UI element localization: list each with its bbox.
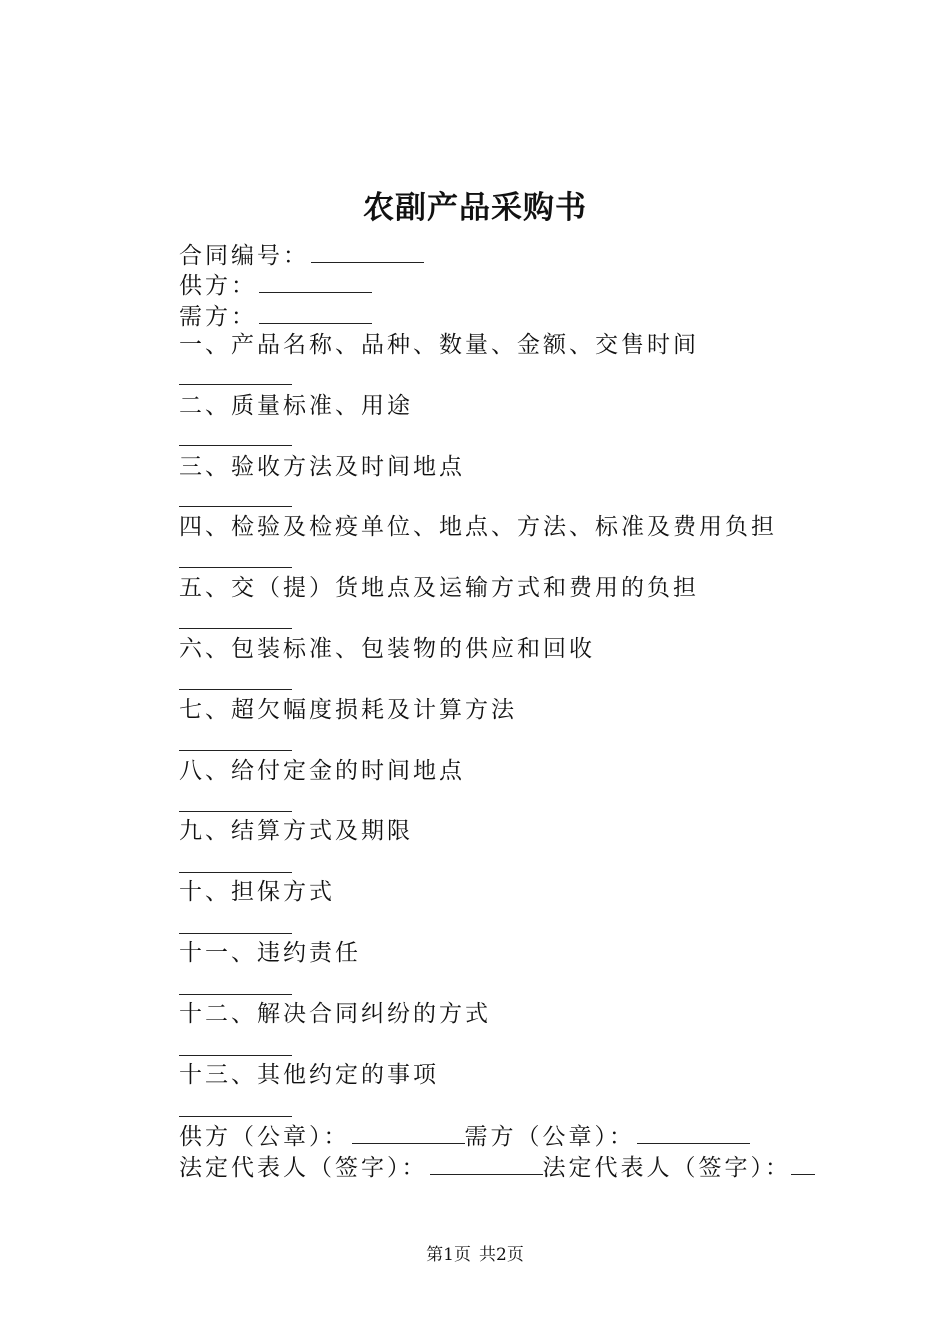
section-heading: 九、结算方式及期限	[179, 818, 413, 844]
field-label: 供方：	[179, 273, 257, 299]
field-label: 需方：	[179, 304, 257, 330]
section-heading: 十、担保方式	[179, 879, 335, 905]
page-total: 共2页	[479, 1245, 524, 1265]
contract-number-field	[179, 240, 424, 271]
section-heading: 五、交（提）货地点及运输方式和费用的负担	[179, 575, 699, 601]
section-blank	[179, 994, 292, 995]
page-number: 第1页	[426, 1245, 471, 1265]
field-label: 合同编号：	[179, 243, 309, 269]
section-blank	[179, 1116, 292, 1117]
section-heading: 二、质量标准、用途	[179, 393, 413, 419]
section-heading: 十一、违约责任	[179, 940, 361, 966]
section-blank	[179, 750, 292, 751]
supplier-seal-label: 供方（公章）：	[179, 1124, 350, 1150]
section-heading: 十二、解决合同纠纷的方式	[179, 1001, 491, 1027]
section-blank	[179, 445, 292, 446]
buyer-field	[179, 301, 372, 332]
contract-number-blank	[311, 240, 424, 263]
section-blank	[179, 628, 292, 629]
section-heading: 八、给付定金的时间地点	[179, 758, 465, 784]
supplier-field	[179, 270, 372, 301]
section-blank	[179, 933, 292, 934]
section-heading: 六、包装标准、包装物的供应和回收	[179, 636, 595, 662]
buyer-rep-blank	[791, 1152, 815, 1175]
section-blank	[179, 689, 292, 690]
section-heading: 四、检验及检疫单位、地点、方法、标准及费用负担	[179, 514, 777, 540]
section-blank	[179, 506, 292, 507]
section-blank	[179, 567, 292, 568]
supplier-blank	[259, 270, 372, 293]
section-heading: 三、验收方法及时间地点	[179, 454, 465, 480]
section-heading: 十三、其他约定的事项	[179, 1062, 439, 1088]
supplier-seal-blank	[352, 1121, 465, 1144]
section-blank	[179, 1055, 292, 1056]
buyer-rep-label: 法定代表人（签字）：	[542, 1155, 791, 1181]
representative-row	[179, 1152, 815, 1183]
document-title: 农副产品采购书	[363, 190, 587, 226]
page-footer	[0, 1243, 950, 1267]
supplier-rep-label: 法定代表人（签字）：	[179, 1155, 428, 1181]
buyer-blank	[259, 301, 372, 324]
supplier-rep-blank	[430, 1152, 543, 1175]
buyer-seal-label: 需方（公章）：	[464, 1124, 635, 1150]
section-heading: 一、产品名称、品种、数量、金额、交售时间	[179, 332, 699, 358]
section-blank	[179, 384, 292, 385]
section-heading: 七、超欠幅度损耗及计算方法	[179, 697, 517, 723]
section-blank	[179, 811, 292, 812]
seal-row	[179, 1121, 750, 1152]
buyer-seal-blank	[637, 1121, 750, 1144]
section-blank	[179, 872, 292, 873]
